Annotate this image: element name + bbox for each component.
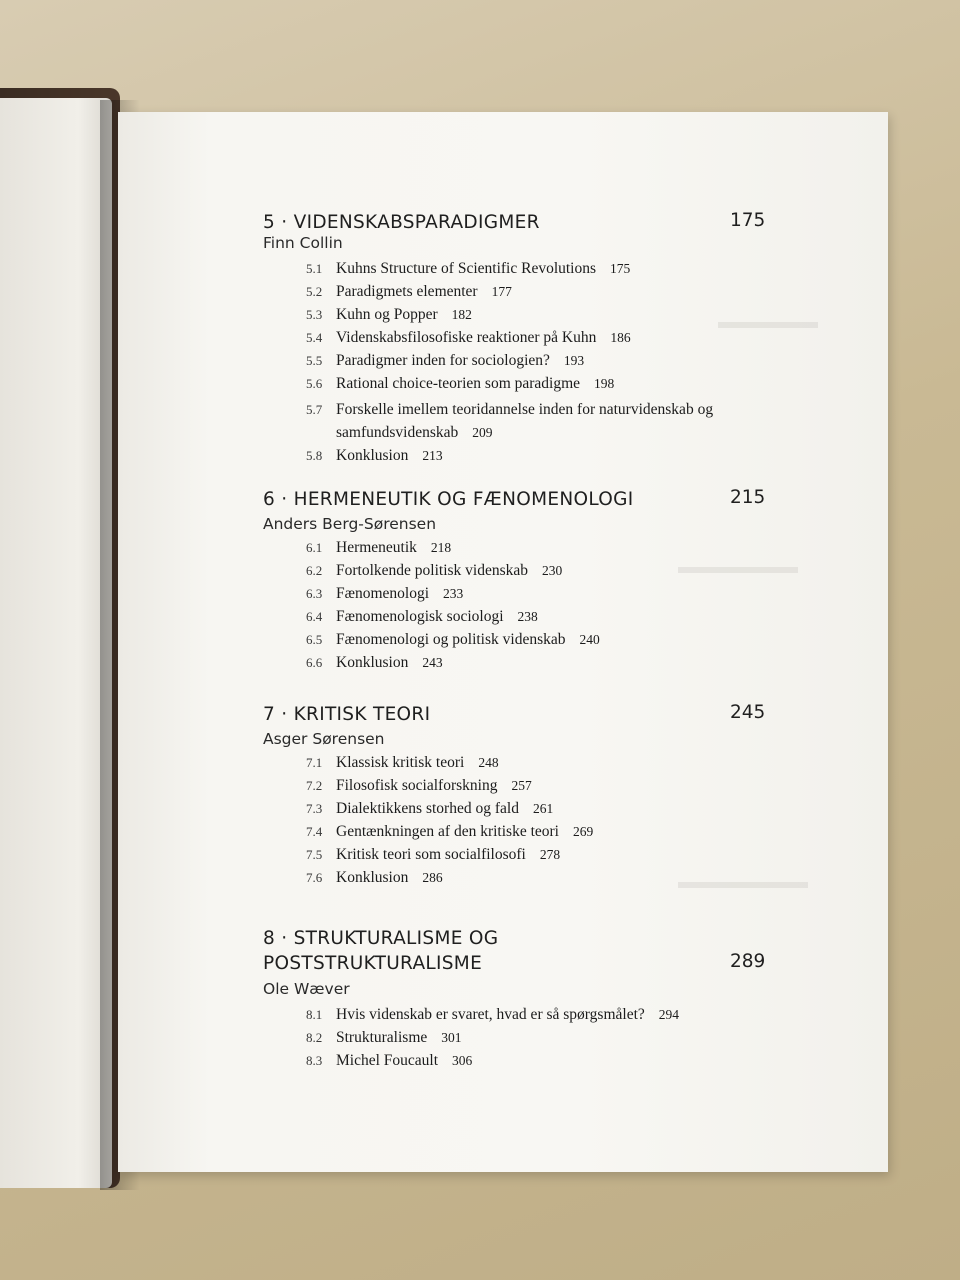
table-of-contents bbox=[118, 112, 888, 1172]
section-page: 198 bbox=[594, 376, 615, 391]
toc-entry bbox=[306, 375, 776, 398]
section-title: Kritisk teori som socialfilosofi bbox=[336, 846, 526, 863]
section-number: 7.6 bbox=[306, 870, 323, 885]
section-title: Fænomenologisk sociologi bbox=[336, 608, 504, 625]
section-page: 269 bbox=[572, 824, 594, 839]
section-title: Videnskabsfilosofiske reaktioner på Kuhn bbox=[336, 329, 597, 346]
toc-entry bbox=[306, 823, 776, 846]
chapter-author: Finn Collin bbox=[263, 234, 343, 252]
section-number: 6.5 bbox=[306, 632, 323, 647]
section-title: Forskelle imellem teoridannelse inden for naturvidenskab og samfundsvidenskab bbox=[336, 401, 714, 441]
section-page: 248 bbox=[478, 755, 499, 770]
toc-entry bbox=[306, 846, 776, 869]
section-title: Kuhn og Popper bbox=[336, 306, 438, 323]
chapter-title-line-2: POSTSTRUKTURALISME bbox=[263, 953, 483, 974]
section-number: 5.5 bbox=[306, 353, 323, 368]
toc-entry bbox=[306, 260, 776, 283]
section-page: 257 bbox=[511, 778, 532, 793]
section-title: Konklusion bbox=[336, 447, 409, 464]
section-title: Paradigmets elementer bbox=[336, 283, 478, 300]
section-number: 5.8 bbox=[306, 448, 323, 463]
section-title: Michel Foucault bbox=[336, 1052, 439, 1069]
section-page: 230 bbox=[542, 563, 563, 578]
section-page: 175 bbox=[610, 261, 631, 276]
section-number: 7.3 bbox=[306, 801, 323, 816]
section-page: 243 bbox=[422, 655, 443, 670]
section-title: Filosofisk socialforskning bbox=[336, 777, 498, 794]
section-number: 7.1 bbox=[306, 755, 323, 770]
chapter-page-number: 245 bbox=[730, 702, 766, 723]
section-number: 8.1 bbox=[306, 1007, 323, 1022]
section-number: 6.6 bbox=[306, 655, 323, 670]
left-page-edge bbox=[0, 98, 112, 1188]
section-page: 233 bbox=[443, 586, 464, 601]
section-title: Hvis videnskab er svaret, hvad er så spørgsmålet? bbox=[336, 1006, 645, 1023]
section-page: 182 bbox=[451, 307, 472, 322]
section-number: 7.2 bbox=[306, 778, 323, 793]
toc-entry bbox=[306, 306, 776, 329]
section-title: Strukturalisme bbox=[336, 1029, 428, 1046]
section-page: 238 bbox=[517, 609, 538, 624]
section-number: 6.1 bbox=[306, 540, 323, 555]
section-title: Kuhns Structure of Scientific Revolutions bbox=[336, 260, 597, 277]
chapter-page-number: 289 bbox=[730, 951, 766, 972]
toc-entry bbox=[306, 777, 776, 800]
chapter-title-line-1: 8 · STRUKTURALISME OG bbox=[263, 928, 499, 949]
toc-entry bbox=[306, 539, 776, 562]
toc-entry bbox=[306, 585, 776, 608]
section-title: Dialektikkens storhed og fald bbox=[336, 800, 519, 817]
toc-entry bbox=[306, 608, 776, 631]
section-page: 278 bbox=[539, 847, 561, 862]
chapter-page-number: 215 bbox=[730, 487, 766, 508]
section-title: Fortolkende politisk videnskab bbox=[336, 562, 529, 579]
chapter-title: 5 · VIDENSKABSPARADIGMER bbox=[263, 212, 540, 233]
section-page: 306 bbox=[452, 1053, 473, 1068]
toc-entry bbox=[306, 800, 776, 823]
section-number: 5.4 bbox=[306, 330, 323, 345]
toc-entry bbox=[306, 283, 776, 306]
section-title: Klassisk kritisk teori bbox=[336, 754, 465, 771]
section-title: Konklusion bbox=[336, 869, 409, 886]
toc-entry bbox=[306, 352, 776, 375]
toc-entry bbox=[306, 329, 776, 352]
section-page: 186 bbox=[610, 330, 631, 345]
section-number: 6.2 bbox=[306, 563, 323, 578]
toc-entry bbox=[306, 447, 776, 470]
toc-page bbox=[118, 112, 888, 1172]
section-number: 5.7 bbox=[306, 402, 323, 417]
section-title: Fænomenologi og politisk videnskab bbox=[336, 631, 566, 648]
toc-entry bbox=[306, 562, 776, 585]
section-page: 261 bbox=[532, 801, 554, 816]
section-title: Fænomenologi bbox=[336, 585, 430, 602]
section-page: 177 bbox=[491, 284, 512, 299]
chapter-author: Asger Sørensen bbox=[263, 730, 385, 748]
toc-entry bbox=[306, 1006, 776, 1029]
section-page: 286 bbox=[422, 870, 443, 885]
section-title: Hermeneutik bbox=[336, 539, 417, 556]
section-number: 6.3 bbox=[306, 586, 323, 601]
chapter-author: Anders Berg-Sørensen bbox=[263, 515, 437, 533]
section-page: 294 bbox=[658, 1007, 680, 1022]
chapter-author: Ole Wæver bbox=[263, 980, 350, 998]
section-page: 240 bbox=[579, 632, 600, 647]
section-title: Paradigmer inden for sociologien? bbox=[336, 352, 550, 369]
section-title: Konklusion bbox=[336, 654, 409, 671]
chapter-title: 7 · KRITISK TEORI bbox=[263, 704, 431, 725]
chapter-page-number: 175 bbox=[730, 210, 766, 231]
section-title: Gentænkningen af den kritiske teori bbox=[336, 823, 559, 840]
section-page: 209 bbox=[472, 425, 493, 440]
section-number: 5.6 bbox=[306, 376, 323, 391]
toc-entry bbox=[306, 869, 776, 892]
chapter-title: 6 · HERMENEUTIK OG FÆNOMENOLOGI bbox=[263, 489, 634, 510]
toc-entry bbox=[306, 631, 776, 654]
toc-entry bbox=[306, 754, 776, 777]
toc-entry bbox=[306, 398, 776, 444]
toc-entry bbox=[306, 654, 776, 677]
section-number: 7.4 bbox=[306, 824, 323, 839]
section-number: 5.2 bbox=[306, 284, 323, 299]
section-page: 301 bbox=[441, 1030, 462, 1045]
section-number: 6.4 bbox=[306, 609, 323, 624]
section-number: 5.3 bbox=[306, 307, 323, 322]
section-title: Rational choice-teorien som paradigme bbox=[336, 375, 581, 392]
section-number: 5.1 bbox=[306, 261, 323, 276]
section-page: 213 bbox=[422, 448, 443, 463]
section-number: 8.3 bbox=[306, 1053, 323, 1068]
section-page: 193 bbox=[563, 353, 585, 368]
toc-entry bbox=[306, 1029, 776, 1052]
toc-entry bbox=[306, 1052, 776, 1075]
section-page: 218 bbox=[430, 540, 452, 555]
section-number: 7.5 bbox=[306, 847, 323, 862]
section-number: 8.2 bbox=[306, 1030, 323, 1045]
